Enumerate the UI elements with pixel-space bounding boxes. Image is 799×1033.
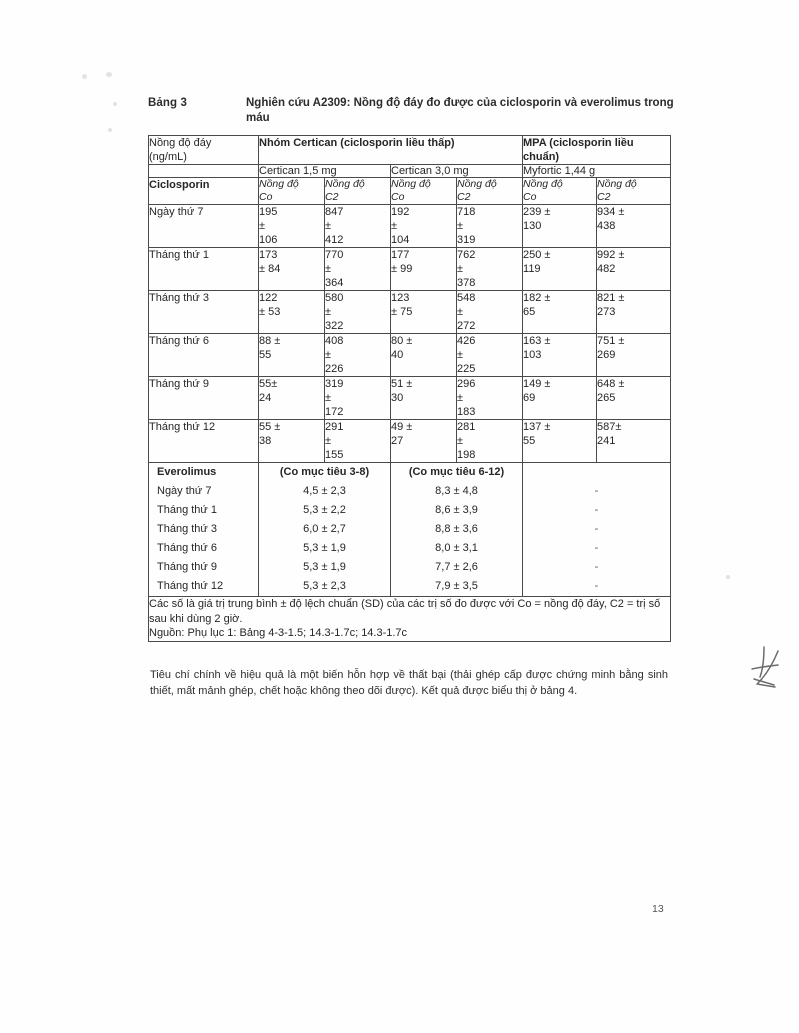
table-row [149, 291, 671, 334]
row-label: Tháng thứ 9 [149, 377, 259, 420]
cell-mpa-c2: 934 ± 438 [597, 205, 671, 248]
cell-c30-co: 51 ± 30 [391, 377, 457, 420]
everolimus-header-mpa-empty [523, 463, 671, 483]
table-section-ciclosporin-row [149, 178, 671, 205]
dose-myfortic: Myfortic 1,44 g [523, 165, 671, 178]
cell-everolimus-high: 8,6 ± 3,9 [391, 501, 523, 520]
table-container [148, 135, 670, 642]
everolimus-target-low: (Co mục tiêu 3-8) [259, 463, 391, 483]
cell-c30-c2: 296 ± 183 [457, 377, 523, 420]
header-row-label-unit: (ng/mL) [149, 151, 187, 163]
colhead-mpa-co: Nồng độ Co [523, 178, 597, 205]
table-footnote-cell [149, 597, 671, 642]
scan-speckle [113, 102, 117, 106]
cell-everolimus-mpa: - [523, 482, 671, 501]
cell-c30-co: 80 ± 40 [391, 334, 457, 377]
cell-everolimus-high: 8,0 ± 3,1 [391, 539, 523, 558]
cell-c15-co: 88 ± 55 [259, 334, 325, 377]
cell-c30-c2: 426 ± 225 [457, 334, 523, 377]
header-group-mpa: MPA (ciclosporin liều chuẩn) [523, 136, 671, 165]
everolimus-header-row [149, 463, 671, 483]
row-label: Tháng thứ 3 [149, 291, 259, 334]
cell-everolimus-high: 8,3 ± 4,8 [391, 482, 523, 501]
cell-c15-c2: 847 ± 412 [325, 205, 391, 248]
handwritten-initials-mark [744, 643, 799, 695]
cell-everolimus-high: 8,8 ± 3,6 [391, 520, 523, 539]
row-label: Tháng thứ 12 [149, 420, 259, 463]
cell-mpa-co: 239 ± 130 [523, 205, 597, 248]
table-row [149, 334, 671, 377]
row-label: Tháng thứ 6 [149, 539, 259, 558]
cell-mpa-co: 149 ± 69 [523, 377, 597, 420]
cell-c15-c2: 408 ± 226 [325, 334, 391, 377]
colhead-c30-c2: Nồng độ C2 [457, 178, 523, 205]
table-caption-label: Bảng 3 [148, 97, 187, 109]
scan-speckle [108, 128, 112, 132]
row-label: Tháng thứ 3 [149, 520, 259, 539]
cell-mpa-co: 163 ± 103 [523, 334, 597, 377]
row-label: Tháng thứ 12 [149, 577, 259, 597]
table-row [149, 248, 671, 291]
section-label-everolimus: Everolimus [149, 463, 259, 483]
table-row [149, 577, 671, 597]
table-row [149, 520, 671, 539]
everolimus-rows [149, 463, 671, 597]
colhead-mpa-c2: Nồng độ C2 [597, 178, 671, 205]
cell-c15-c2: 580 ± 322 [325, 291, 391, 334]
table-row [149, 558, 671, 577]
table-row [149, 482, 671, 501]
cell-c15-co: 55 ± 38 [259, 420, 325, 463]
cell-mpa-c2: 821 ± 273 [597, 291, 671, 334]
concentration-table [148, 135, 671, 642]
cell-everolimus-low: 5,3 ± 1,9 [259, 558, 391, 577]
row-label: Tháng thứ 9 [149, 558, 259, 577]
scan-speckle [726, 575, 730, 579]
cell-everolimus-low: 6,0 ± 2,7 [259, 520, 391, 539]
cell-c30-co: 49 ± 27 [391, 420, 457, 463]
cell-mpa-co: 137 ± 55 [523, 420, 597, 463]
everolimus-target-high: (Co mục tiêu 6-12) [391, 463, 523, 483]
cell-c30-co: 177 ± 99 [391, 248, 457, 291]
table-row [149, 420, 671, 463]
cell-everolimus-high: 7,9 ± 3,5 [391, 577, 523, 597]
header-row-label-title: Nồng độ đáy [149, 137, 212, 149]
header-group-certican: Nhóm Certican (ciclosporin liều thấp) [259, 136, 523, 165]
cell-everolimus-high: 7,7 ± 2,6 [391, 558, 523, 577]
cell-everolimus-low: 5,3 ± 1,9 [259, 539, 391, 558]
cell-c30-c2: 281 ± 198 [457, 420, 523, 463]
cell-c15-co: 55± 24 [259, 377, 325, 420]
cell-mpa-co: 182 ± 65 [523, 291, 597, 334]
row-label: Tháng thứ 6 [149, 334, 259, 377]
cell-c30-co: 123 ± 75 [391, 291, 457, 334]
cell-everolimus-low: 4,5 ± 2,3 [259, 482, 391, 501]
dose-row-empty-cell [149, 165, 259, 178]
dose-certican-30: Certican 3,0 mg [391, 165, 523, 178]
table-footnote-row [149, 597, 671, 642]
cell-everolimus-mpa: - [523, 501, 671, 520]
table-row [149, 539, 671, 558]
cell-c30-c2: 762 ± 378 [457, 248, 523, 291]
table-caption [148, 96, 678, 126]
cell-everolimus-mpa: - [523, 558, 671, 577]
table-caption-text: Nghiên cứu A2309: Nồng độ đáy đo được của ciclosporin và everolimus trong máu [246, 97, 674, 124]
cell-everolimus-mpa: - [523, 539, 671, 558]
scan-speckle [82, 74, 87, 79]
footnote-line-2: Nguồn: Phụ lục 1: Bảng 4-3-1.5; 14.3-1.7c; 14.3-1.7c [149, 627, 408, 639]
table-row [149, 377, 671, 420]
colhead-c15-co: Nồng độ Co [259, 178, 325, 205]
page-number: 13 [652, 903, 664, 915]
cell-c15-co: 195 ± 106 [259, 205, 325, 248]
colhead-c15-c2: Nồng độ C2 [325, 178, 391, 205]
cell-c30-c2: 718 ± 319 [457, 205, 523, 248]
footnote-line-1: Các số là giá trị trung bình ± độ lệch chuẩn (SD) của các trị số đo được với Co = nồng độ đáy, C2 = trị số sau khi dùng 2 giờ. [149, 598, 661, 625]
cell-c30-co: 192 ± 104 [391, 205, 457, 248]
cell-everolimus-low: 5,3 ± 2,3 [259, 577, 391, 597]
colhead-c30-co: Nồng độ Co [391, 178, 457, 205]
row-label: Tháng thứ 1 [149, 501, 259, 520]
row-label: Tháng thứ 1 [149, 248, 259, 291]
table-row [149, 205, 671, 248]
cell-mpa-c2: 587± 241 [597, 420, 671, 463]
cell-c15-c2: 291 ± 155 [325, 420, 391, 463]
ciclosporin-rows [149, 205, 671, 463]
row-label: Ngày thứ 7 [149, 482, 259, 501]
cell-c15-co: 122 ± 53 [259, 291, 325, 334]
cell-everolimus-low: 5,3 ± 2,2 [259, 501, 391, 520]
cell-everolimus-mpa: - [523, 577, 671, 597]
cell-mpa-c2: 648 ± 265 [597, 377, 671, 420]
dose-certican-15: Certican 1,5 mg [259, 165, 391, 178]
scan-speckle [106, 72, 112, 77]
table-header-dose-row [149, 165, 671, 178]
cell-everolimus-mpa: - [523, 520, 671, 539]
cell-c15-co: 173 ± 84 [259, 248, 325, 291]
cell-mpa-c2: 751 ± 269 [597, 334, 671, 377]
table-row [149, 501, 671, 520]
row-label: Ngày thứ 7 [149, 205, 259, 248]
closing-paragraph: Tiêu chí chính về hiệu quả là một biến hỗn hợp về thất bại (thải ghép cấp được chứng minh bằng sinh thiết, mất mảnh ghép, chết hoặc không theo dõi được). Kết quả được biểu thị ở bảng 4. [150, 669, 668, 697]
section-label-ciclosporin: Ciclosporin [149, 178, 259, 205]
cell-c30-c2: 548 ± 272 [457, 291, 523, 334]
header-row-label-cell [149, 136, 259, 165]
table-header-group-row [149, 136, 671, 165]
cell-c15-c2: 319 ± 172 [325, 377, 391, 420]
cell-mpa-c2: 992 ± 482 [597, 248, 671, 291]
cell-c15-c2: 770 ± 364 [325, 248, 391, 291]
cell-mpa-co: 250 ± 119 [523, 248, 597, 291]
